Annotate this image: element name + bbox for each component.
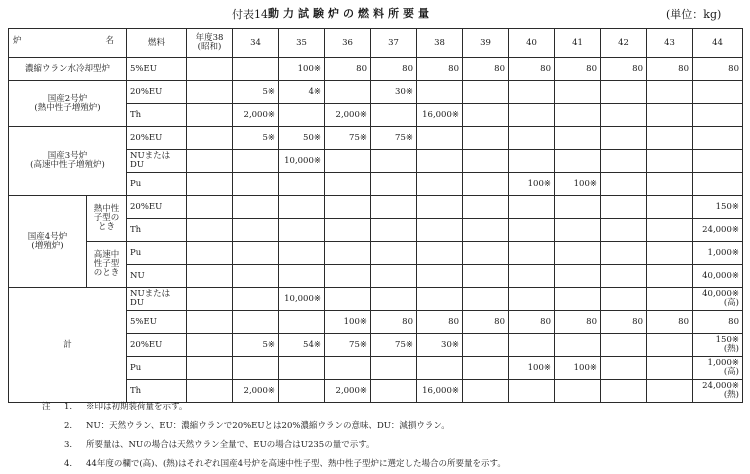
fuel-type: 20%EU bbox=[127, 127, 187, 150]
value-cell bbox=[601, 219, 647, 242]
value-cell bbox=[417, 242, 463, 265]
value-cell bbox=[279, 242, 325, 265]
value-cell bbox=[463, 81, 509, 104]
value-cell bbox=[325, 357, 371, 380]
value-cell: 100※ bbox=[325, 311, 371, 334]
value-cell bbox=[693, 81, 743, 104]
row-header-kokusan4: 国産4号炉 (増殖炉) bbox=[9, 196, 87, 288]
value-cell bbox=[233, 58, 279, 81]
value-cell: 80 bbox=[693, 58, 743, 81]
value-cell: 75※ bbox=[371, 334, 417, 357]
value-cell bbox=[371, 357, 417, 380]
value-cell: 50※ bbox=[279, 127, 325, 150]
value-cell bbox=[509, 265, 555, 288]
value-cell bbox=[233, 265, 279, 288]
header-year: 37 bbox=[371, 29, 417, 58]
value-cell bbox=[647, 196, 693, 219]
value-cell bbox=[371, 219, 417, 242]
footnote-text: ※印は初期装荷量を示す。 bbox=[86, 402, 188, 412]
fuel-type: Pu bbox=[127, 242, 187, 265]
appendix-label: 付表14 bbox=[232, 8, 268, 21]
value-cell bbox=[647, 104, 693, 127]
value-cell: 100※ bbox=[555, 173, 601, 196]
value-cell: 80 bbox=[647, 311, 693, 334]
title-bar bbox=[0, 4, 750, 22]
value-cell: 150※ bbox=[693, 196, 743, 219]
value-cell bbox=[693, 150, 743, 173]
value-cell bbox=[187, 81, 233, 104]
value-cell bbox=[371, 242, 417, 265]
value-cell bbox=[601, 150, 647, 173]
value-cell: 24,000※ (熱) bbox=[693, 380, 743, 403]
value-cell bbox=[233, 173, 279, 196]
value-cell: 80 bbox=[601, 311, 647, 334]
value-cell bbox=[647, 357, 693, 380]
fuel-type: NUまたはDU bbox=[127, 288, 187, 311]
value-cell: 80 bbox=[417, 58, 463, 81]
value-cell: 80 bbox=[693, 311, 743, 334]
value-cell bbox=[187, 265, 233, 288]
table-row bbox=[9, 242, 743, 265]
value-cell bbox=[371, 173, 417, 196]
header-name: 名 bbox=[105, 36, 114, 46]
fuel-type: NUまたはDU bbox=[127, 150, 187, 173]
value-cell bbox=[187, 219, 233, 242]
value-cell bbox=[463, 334, 509, 357]
value-cell bbox=[555, 127, 601, 150]
value-cell bbox=[509, 219, 555, 242]
value-cell bbox=[647, 150, 693, 173]
value-cell bbox=[325, 173, 371, 196]
value-cell bbox=[279, 219, 325, 242]
value-cell bbox=[417, 173, 463, 196]
value-cell: 2,000※ bbox=[233, 104, 279, 127]
value-cell bbox=[463, 265, 509, 288]
value-cell bbox=[233, 311, 279, 334]
value-cell: 30※ bbox=[371, 81, 417, 104]
value-cell bbox=[555, 81, 601, 104]
value-cell bbox=[371, 288, 417, 311]
value-cell bbox=[601, 265, 647, 288]
value-cell: 40,000※ bbox=[693, 265, 743, 288]
value-cell bbox=[555, 196, 601, 219]
value-cell bbox=[187, 242, 233, 265]
footnote-number: 2. bbox=[64, 421, 73, 431]
value-cell bbox=[555, 288, 601, 311]
row-header-k4_fast: 高速中性子型のとき bbox=[87, 242, 127, 288]
value-cell bbox=[417, 288, 463, 311]
value-cell bbox=[693, 104, 743, 127]
header-year: 36 bbox=[325, 29, 371, 58]
value-cell: 1,000※ (高) bbox=[693, 357, 743, 380]
footnote bbox=[42, 398, 506, 417]
value-cell: 80 bbox=[555, 58, 601, 81]
value-cell bbox=[509, 380, 555, 403]
value-cell: 80 bbox=[371, 58, 417, 81]
value-cell bbox=[417, 219, 463, 242]
value-cell: 40,000※ (高) bbox=[693, 288, 743, 311]
value-cell bbox=[279, 104, 325, 127]
value-cell bbox=[647, 265, 693, 288]
value-cell bbox=[325, 196, 371, 219]
value-cell bbox=[647, 173, 693, 196]
fuel-requirements-table bbox=[8, 28, 743, 403]
footnote-text: NU：天然ウラン、EU：濃縮ウランで20%EUとは20%濃縮ウランの意味、DU：減損ウラン。 bbox=[86, 421, 450, 431]
value-cell: 2,000※ bbox=[233, 380, 279, 403]
footnotes bbox=[42, 398, 506, 474]
value-cell bbox=[371, 196, 417, 219]
value-cell bbox=[187, 127, 233, 150]
value-cell: 2,000※ bbox=[325, 104, 371, 127]
value-cell bbox=[509, 242, 555, 265]
value-cell bbox=[371, 104, 417, 127]
value-cell bbox=[463, 219, 509, 242]
value-cell bbox=[187, 104, 233, 127]
header-row bbox=[9, 29, 743, 58]
value-cell bbox=[601, 242, 647, 265]
value-cell bbox=[279, 357, 325, 380]
value-cell: 80 bbox=[601, 58, 647, 81]
value-cell bbox=[601, 196, 647, 219]
fuel-type: 20%EU bbox=[127, 196, 187, 219]
value-cell bbox=[601, 81, 647, 104]
value-cell bbox=[509, 288, 555, 311]
value-cell bbox=[463, 150, 509, 173]
value-cell bbox=[463, 173, 509, 196]
value-cell bbox=[325, 242, 371, 265]
value-cell bbox=[555, 104, 601, 127]
value-cell: 54※ bbox=[279, 334, 325, 357]
table-body bbox=[9, 29, 743, 403]
fuel-type: NU bbox=[127, 265, 187, 288]
value-cell bbox=[417, 81, 463, 104]
fuel-type: 20%EU bbox=[127, 81, 187, 104]
value-cell bbox=[325, 219, 371, 242]
value-cell bbox=[417, 265, 463, 288]
value-cell bbox=[371, 150, 417, 173]
row-header-kokusan3: 国産3号炉 (高速中性子増殖炉) bbox=[9, 127, 127, 196]
value-cell: 80 bbox=[463, 311, 509, 334]
value-cell bbox=[187, 196, 233, 219]
footnote bbox=[42, 417, 506, 436]
value-cell: 5※ bbox=[233, 334, 279, 357]
footnote-text: 44年度の欄で(高)、(熱)はそれぞれ国産4号炉を高速中性子型、熱中性子型炉に選定した場合の所要量を示す。 bbox=[86, 459, 506, 469]
value-cell: 80 bbox=[509, 58, 555, 81]
value-cell bbox=[371, 265, 417, 288]
row-header-jpdr: 濃縮ウラン水冷却型炉 bbox=[9, 58, 127, 81]
fuel-type: Th bbox=[127, 219, 187, 242]
footnote bbox=[42, 455, 506, 474]
value-cell bbox=[647, 288, 693, 311]
value-cell bbox=[279, 265, 325, 288]
footnote-number: 1. bbox=[64, 402, 73, 412]
value-cell bbox=[233, 150, 279, 173]
footnote-text: 所要量は、NUの場合は天然ウラン全量で、EUの場合はU235の量で示す。 bbox=[86, 440, 375, 450]
value-cell bbox=[509, 334, 555, 357]
value-cell bbox=[325, 150, 371, 173]
header-fuel: 燃料 bbox=[127, 29, 187, 58]
value-cell bbox=[693, 173, 743, 196]
value-cell: 5※ bbox=[233, 127, 279, 150]
value-cell: 10,000※ bbox=[279, 288, 325, 311]
footnote-number: 3. bbox=[64, 440, 73, 450]
value-cell bbox=[509, 81, 555, 104]
value-cell: 80 bbox=[555, 311, 601, 334]
row-header-kokusan2: 国産2号炉 (熱中性子増殖炉) bbox=[9, 81, 127, 127]
header-year: 年度38 (昭和) bbox=[187, 29, 233, 58]
value-cell bbox=[233, 242, 279, 265]
value-cell: 80 bbox=[463, 58, 509, 81]
value-cell bbox=[187, 311, 233, 334]
value-cell bbox=[417, 150, 463, 173]
value-cell bbox=[647, 81, 693, 104]
header-year: 35 bbox=[279, 29, 325, 58]
value-cell bbox=[555, 265, 601, 288]
value-cell bbox=[325, 81, 371, 104]
value-cell: 150※ (熱) bbox=[693, 334, 743, 357]
value-cell bbox=[509, 127, 555, 150]
value-cell bbox=[555, 242, 601, 265]
fuel-type: Pu bbox=[127, 357, 187, 380]
fuel-type: Th bbox=[127, 104, 187, 127]
row-header-total: 計 bbox=[9, 288, 127, 403]
value-cell bbox=[601, 104, 647, 127]
row-header-k4_thermal: 熱中性子型のとき bbox=[87, 196, 127, 242]
value-cell bbox=[325, 265, 371, 288]
fuel-type: 5%EU bbox=[127, 311, 187, 334]
header-year: 44 bbox=[693, 29, 743, 58]
value-cell bbox=[463, 127, 509, 150]
value-cell: 75※ bbox=[325, 127, 371, 150]
value-cell bbox=[233, 219, 279, 242]
header-year: 38 bbox=[417, 29, 463, 58]
value-cell bbox=[647, 127, 693, 150]
value-cell: 24,000※ bbox=[693, 219, 743, 242]
value-cell bbox=[325, 288, 371, 311]
value-cell bbox=[509, 104, 555, 127]
value-cell bbox=[279, 311, 325, 334]
value-cell: 100※ bbox=[555, 357, 601, 380]
header-reactor-name bbox=[9, 29, 127, 58]
fuel-type: 20%EU bbox=[127, 334, 187, 357]
fuel-type: Pu bbox=[127, 173, 187, 196]
value-cell bbox=[601, 288, 647, 311]
value-cell: 75※ bbox=[371, 127, 417, 150]
value-cell bbox=[601, 173, 647, 196]
value-cell bbox=[555, 380, 601, 403]
table-row bbox=[9, 196, 743, 219]
value-cell bbox=[555, 150, 601, 173]
value-cell: 4※ bbox=[279, 81, 325, 104]
value-cell bbox=[463, 196, 509, 219]
value-cell bbox=[509, 150, 555, 173]
value-cell bbox=[693, 127, 743, 150]
value-cell bbox=[463, 242, 509, 265]
value-cell: 100※ bbox=[509, 357, 555, 380]
value-cell: 2,000※ bbox=[325, 380, 371, 403]
value-cell bbox=[417, 127, 463, 150]
value-cell: 80 bbox=[509, 311, 555, 334]
table-row bbox=[9, 81, 743, 104]
value-cell bbox=[601, 127, 647, 150]
unit-label: (単位：kg) bbox=[666, 8, 722, 21]
value-cell bbox=[601, 380, 647, 403]
value-cell bbox=[187, 334, 233, 357]
value-cell bbox=[463, 104, 509, 127]
value-cell: 80 bbox=[325, 58, 371, 81]
value-cell: 100※ bbox=[509, 173, 555, 196]
header-year: 41 bbox=[555, 29, 601, 58]
value-cell bbox=[233, 357, 279, 380]
value-cell bbox=[555, 334, 601, 357]
value-cell: 10,000※ bbox=[279, 150, 325, 173]
header-year: 39 bbox=[463, 29, 509, 58]
value-cell bbox=[647, 242, 693, 265]
value-cell: 100※ bbox=[279, 58, 325, 81]
value-cell: 30※ bbox=[417, 334, 463, 357]
table-row bbox=[9, 288, 743, 311]
table-row bbox=[9, 58, 743, 81]
value-cell bbox=[233, 196, 279, 219]
value-cell: 5※ bbox=[233, 81, 279, 104]
value-cell bbox=[187, 288, 233, 311]
value-cell bbox=[463, 357, 509, 380]
value-cell bbox=[187, 173, 233, 196]
value-cell: 16,000※ bbox=[417, 380, 463, 403]
value-cell bbox=[463, 288, 509, 311]
value-cell bbox=[417, 357, 463, 380]
value-cell bbox=[279, 196, 325, 219]
value-cell bbox=[417, 196, 463, 219]
value-cell: 1,000※ bbox=[693, 242, 743, 265]
value-cell: 16,000※ bbox=[417, 104, 463, 127]
value-cell bbox=[647, 334, 693, 357]
value-cell bbox=[233, 288, 279, 311]
value-cell bbox=[555, 219, 601, 242]
value-cell: 75※ bbox=[325, 334, 371, 357]
page-title: 動力試験炉の燃料所要量 bbox=[268, 7, 433, 20]
header-reactor: 炉 bbox=[13, 36, 22, 46]
fuel-type: Th bbox=[127, 380, 187, 403]
value-cell bbox=[279, 173, 325, 196]
value-cell: 80 bbox=[417, 311, 463, 334]
header-year: 42 bbox=[601, 29, 647, 58]
value-cell bbox=[187, 357, 233, 380]
footnote-label: 注 bbox=[42, 402, 51, 412]
footnote bbox=[42, 436, 506, 455]
value-cell bbox=[509, 196, 555, 219]
footnote-number: 4. bbox=[64, 459, 73, 469]
header-year: 34 bbox=[233, 29, 279, 58]
fuel-type: 5%EU bbox=[127, 58, 187, 81]
value-cell bbox=[647, 380, 693, 403]
value-cell bbox=[187, 58, 233, 81]
value-cell: 80 bbox=[371, 311, 417, 334]
value-cell bbox=[601, 334, 647, 357]
value-cell bbox=[601, 357, 647, 380]
table-row bbox=[9, 127, 743, 150]
value-cell bbox=[187, 150, 233, 173]
header-year: 43 bbox=[647, 29, 693, 58]
value-cell bbox=[647, 219, 693, 242]
header-year: 40 bbox=[509, 29, 555, 58]
value-cell: 80 bbox=[647, 58, 693, 81]
